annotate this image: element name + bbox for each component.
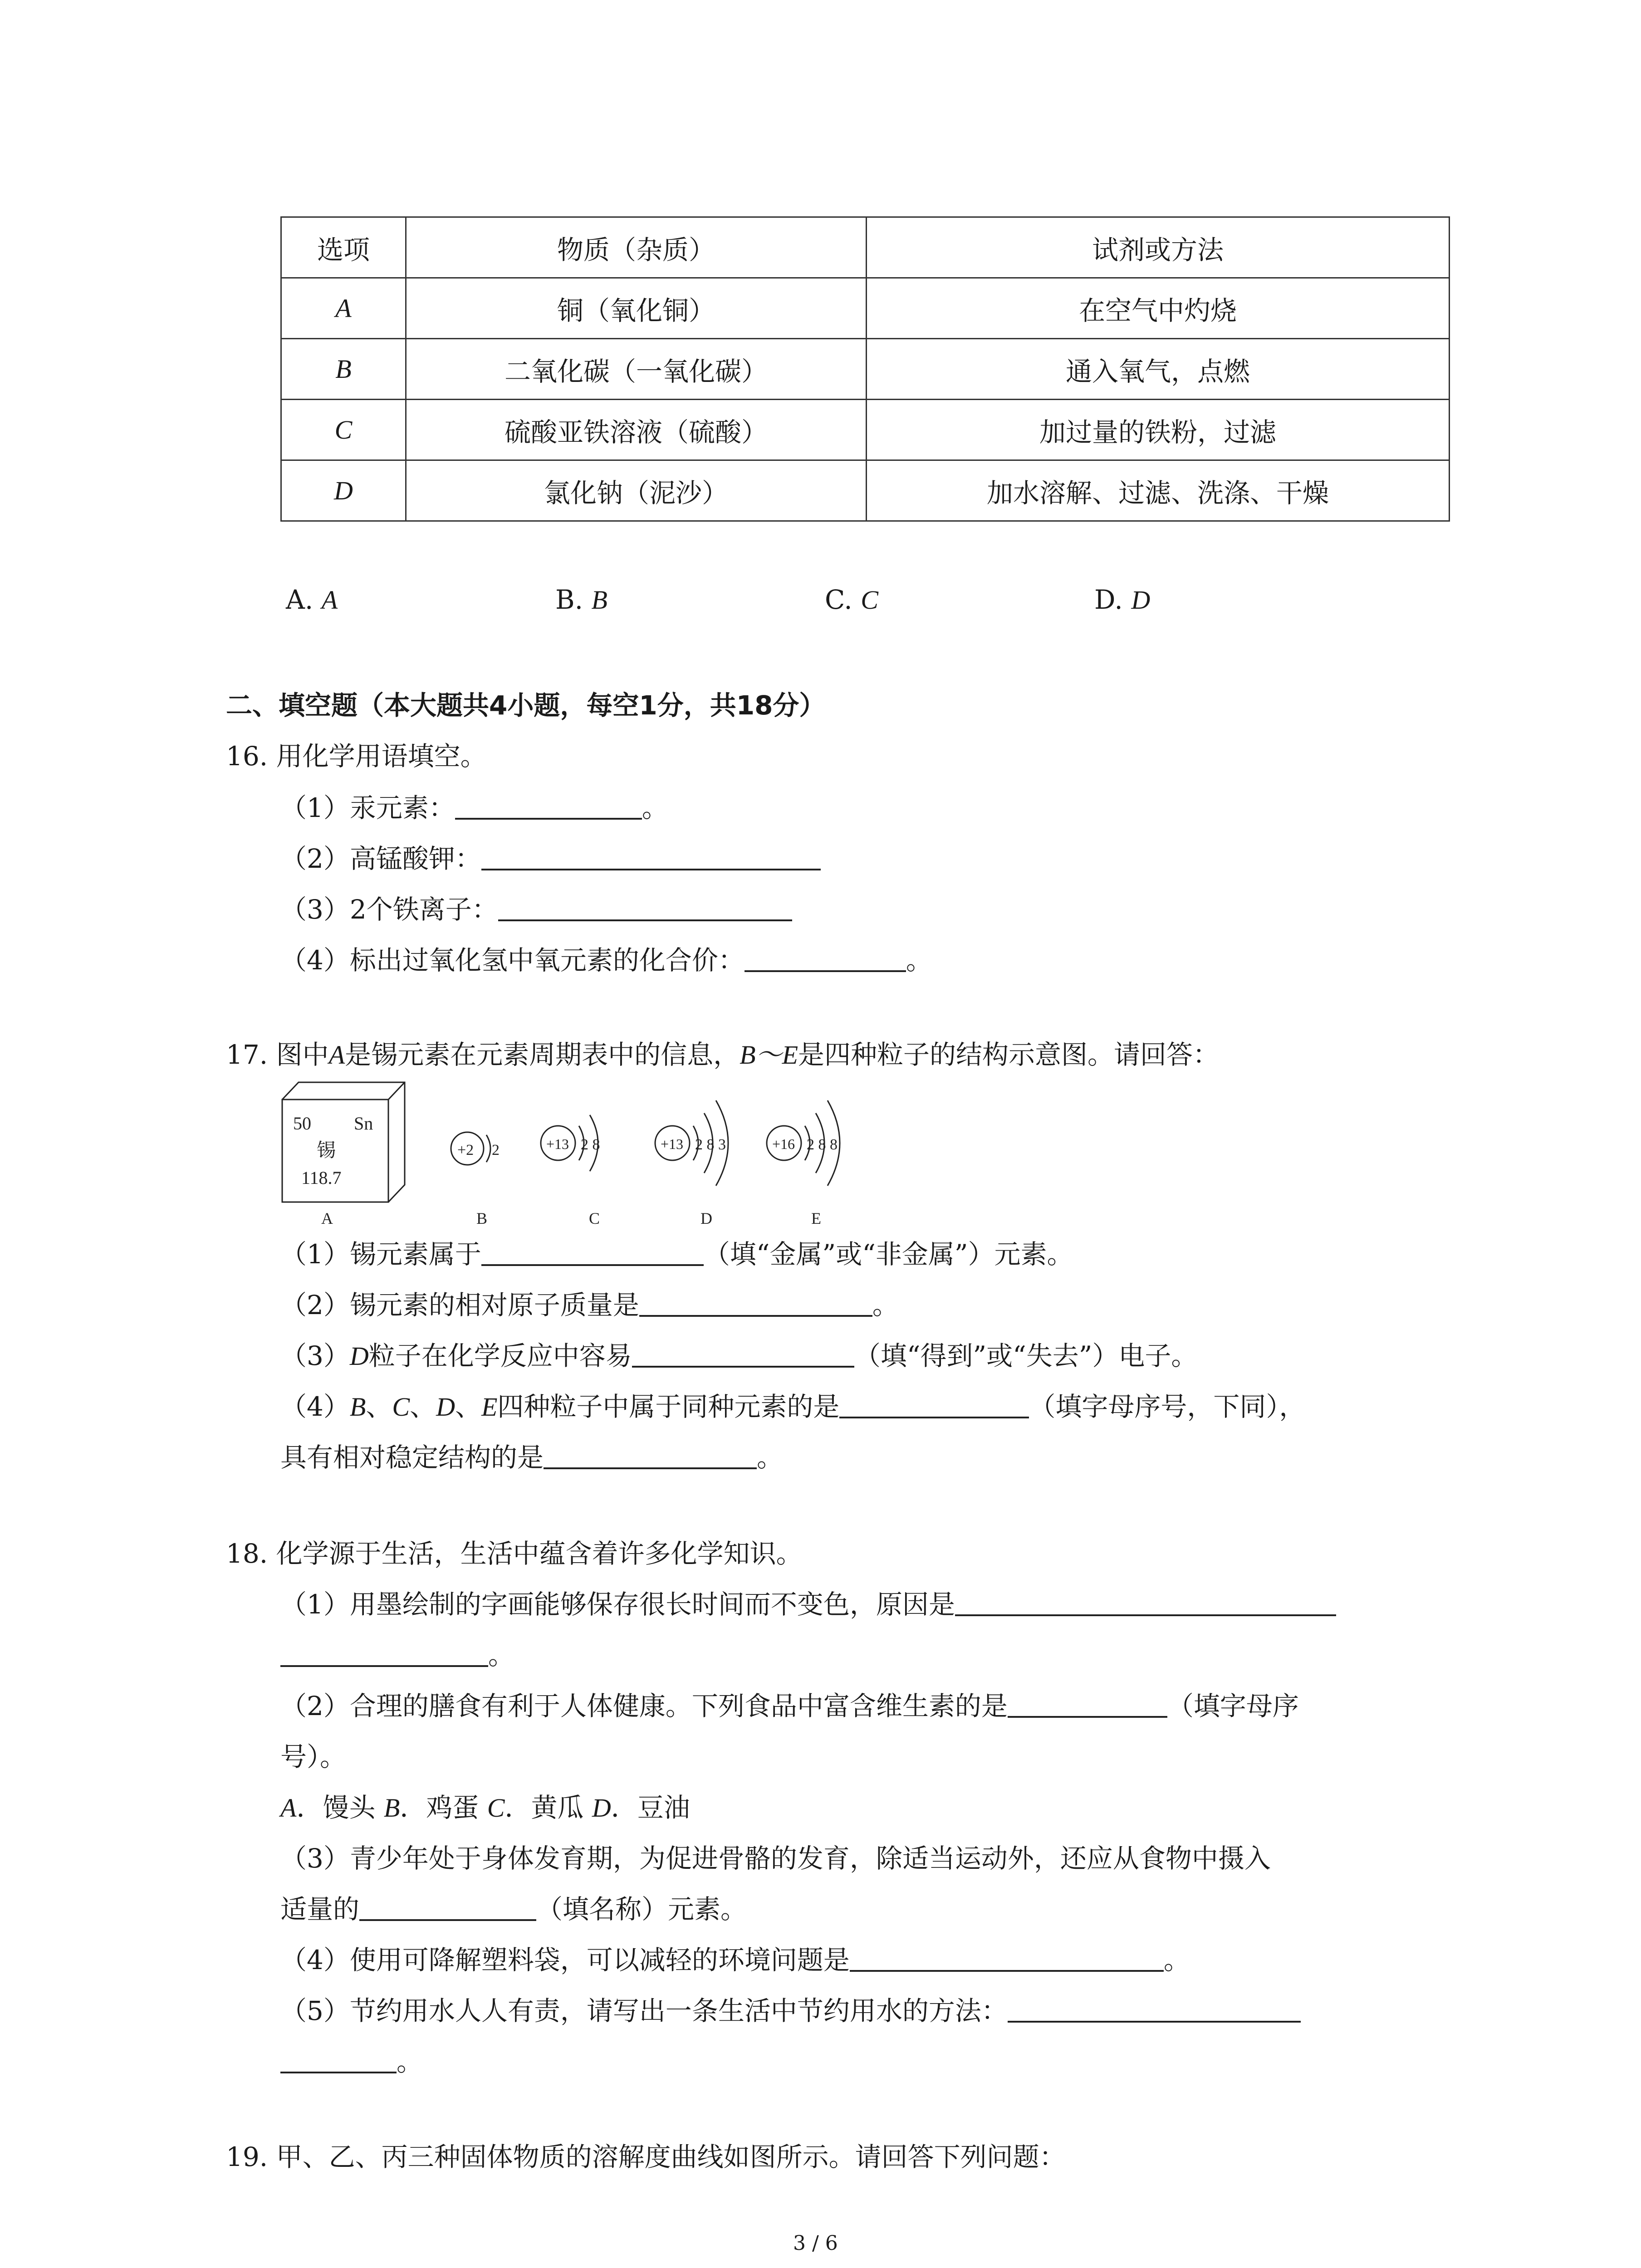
particle-d	[655, 1100, 728, 1186]
q18-part2: （2）合理的膳食有利于人体健康。下列食品中富含维生素的是 （填字母序	[280, 1691, 1299, 1721]
figure-label-c: C	[589, 1209, 600, 1227]
q18-part3-line2: 适量的 （填名称）元素。	[280, 1894, 747, 1925]
q17-figure	[272, 1075, 907, 1229]
row-substance: 氯化钠（泥沙）	[406, 460, 867, 521]
q17-part4: （4）B、C、D、E四种粒子中属于同种元素的是 （填字母序号，下同），	[280, 1391, 1306, 1422]
answer-blank[interactable]	[481, 1264, 704, 1266]
nucleus-charge: +13	[546, 1136, 569, 1152]
q18-stem: 18. 化学源于生活，生活中蕴含着许多化学知识。	[226, 1538, 803, 1569]
row-option: A	[281, 278, 406, 339]
choice-c[interactable]	[825, 584, 878, 615]
row-option: D	[281, 460, 406, 521]
q16-part1: （1）汞元素： 。	[280, 792, 668, 823]
choice-value: B	[591, 585, 607, 615]
particle-b	[451, 1132, 500, 1165]
shell-electrons: 2 8 3	[695, 1136, 726, 1153]
answer-blank[interactable]	[280, 1665, 488, 1667]
row-method: 在空气中灼烧	[867, 278, 1450, 339]
choice-label: B.	[555, 584, 583, 615]
shell-electrons: 2	[492, 1142, 500, 1158]
cell-atomic-number: 50	[293, 1113, 311, 1134]
nucleus-charge: +16	[772, 1136, 795, 1152]
cell-atomic-mass: 118.7	[301, 1168, 342, 1188]
answer-blank[interactable]	[280, 2071, 397, 2073]
choice-value: D	[1131, 585, 1151, 615]
q16-part3: （3）2个铁离子：	[280, 888, 792, 926]
figure-label-a: A	[321, 1209, 333, 1227]
row-substance: 硫酸亚铁溶液（硫酸）	[406, 400, 867, 460]
choice-a[interactable]	[286, 584, 338, 615]
q18-part1: （1）用墨绘制的字画能够保存很长时间而不变色，原因是	[280, 1583, 1336, 1621]
answer-blank[interactable]	[955, 1614, 1336, 1616]
header-method: 试剂或方法	[867, 217, 1450, 278]
shell-electrons: 2 8	[581, 1136, 600, 1153]
answer-blank[interactable]	[1008, 2020, 1301, 2023]
answer-blank[interactable]	[455, 817, 642, 820]
answer-blank[interactable]	[639, 1315, 872, 1317]
q18-part4: （4）使用可降解塑料袋，可以减轻的环境问题是 。	[280, 1945, 1190, 1975]
header-option: 选项	[281, 217, 406, 278]
q18-part2-line2: 号）。	[280, 1741, 347, 1772]
table-row	[281, 460, 1450, 521]
options-table	[280, 216, 1450, 522]
q17-part3: （3）D粒子在化学反应中容易 （填“得到”或“失去”）电子。	[280, 1340, 1198, 1371]
figure-label-e: E	[811, 1209, 821, 1227]
particle-e	[767, 1100, 840, 1186]
answer-blank[interactable]	[745, 970, 906, 972]
q18-food-options: A．馒头 B．鸡蛋 C．黄瓜 D．豆油	[280, 1792, 690, 1823]
q19-stem: 19. 甲、乙、丙三种固体物质的溶解度曲线如图所示。请回答下列问题：	[226, 2141, 1066, 2172]
answer-blank[interactable]	[839, 1416, 1029, 1418]
q16-stem: 16. 用化学用语填空。	[226, 741, 487, 772]
q16-part4: （4）标出过氧化氢中氧元素的化合价： 。	[280, 945, 932, 976]
q18-part3: （3）青少年处于身体发育期，为促进骨骼的发育，除适当运动外，还应从食物中摄入	[280, 1843, 1271, 1874]
nucleus-charge: +2	[457, 1142, 474, 1158]
q18-part5-line2: 。	[280, 2040, 423, 2078]
answer-blank[interactable]	[544, 1467, 757, 1469]
choice-label: D.	[1094, 584, 1123, 615]
answer-blank[interactable]	[632, 1365, 854, 1368]
answer-blank[interactable]	[850, 1970, 1164, 1972]
row-substance: 铜（氧化铜）	[406, 278, 867, 339]
table-row	[281, 400, 1450, 460]
answer-blank[interactable]	[1008, 1716, 1167, 1718]
q17-stem: 17. 图中A是锡元素在元素周期表中的信息，B～E是四种粒子的结构示意图。请回答：	[226, 1039, 1220, 1070]
q18-part5: （5）节约用水人人有责，请写出一条生活中节约用水的方法：	[280, 1989, 1301, 2028]
page-number: 3 / 6	[793, 2232, 838, 2255]
answer-blank[interactable]	[481, 868, 821, 870]
shell-electrons: 2 8 8	[807, 1136, 838, 1153]
choice-d[interactable]	[1094, 584, 1150, 615]
section-title: 二、填空题（本大题共4小题，每空1分，共18分）	[226, 690, 826, 721]
table-row	[281, 339, 1450, 400]
q17-part2: （2）锡元素的相对原子质量是 。	[280, 1290, 899, 1320]
row-method: 加过量的铁粉，过滤	[867, 400, 1450, 460]
periodic-cell-tin	[282, 1082, 405, 1202]
answer-blank[interactable]	[498, 919, 792, 921]
choice-label: C.	[825, 584, 852, 615]
particle-c	[541, 1115, 600, 1171]
figure-label-b: B	[476, 1209, 488, 1227]
q16-part2: （2）高锰酸钾：	[280, 837, 821, 875]
table-header-row	[281, 217, 1450, 278]
q17-part4-line2: 具有相对稳定结构的是 。	[280, 1442, 784, 1473]
row-substance: 二氧化碳（一氧化碳）	[406, 339, 867, 400]
row-option: B	[281, 339, 406, 400]
header-substance: 物质（杂质）	[406, 217, 867, 278]
row-method: 通入氧气，点燃	[867, 339, 1450, 400]
q18-part1-line2: 。	[280, 1634, 514, 1672]
cell-symbol: Sn	[354, 1113, 373, 1134]
choice-b[interactable]	[555, 584, 607, 615]
choice-label: A.	[286, 584, 314, 615]
row-option: C	[281, 400, 406, 460]
q17-part1: （1）锡元素属于 （填“金属”或“非金属”）元素。	[280, 1239, 1073, 1270]
choice-value: A	[321, 585, 338, 615]
answer-blank[interactable]	[359, 1919, 536, 1921]
choice-value: C	[861, 585, 878, 615]
row-method: 加水溶解、过滤、洗涤、干燥	[867, 460, 1450, 521]
figure-label-d: D	[700, 1209, 712, 1227]
nucleus-charge: +13	[661, 1136, 684, 1152]
table-row	[281, 278, 1450, 339]
cell-element-name: 锡	[317, 1140, 336, 1161]
